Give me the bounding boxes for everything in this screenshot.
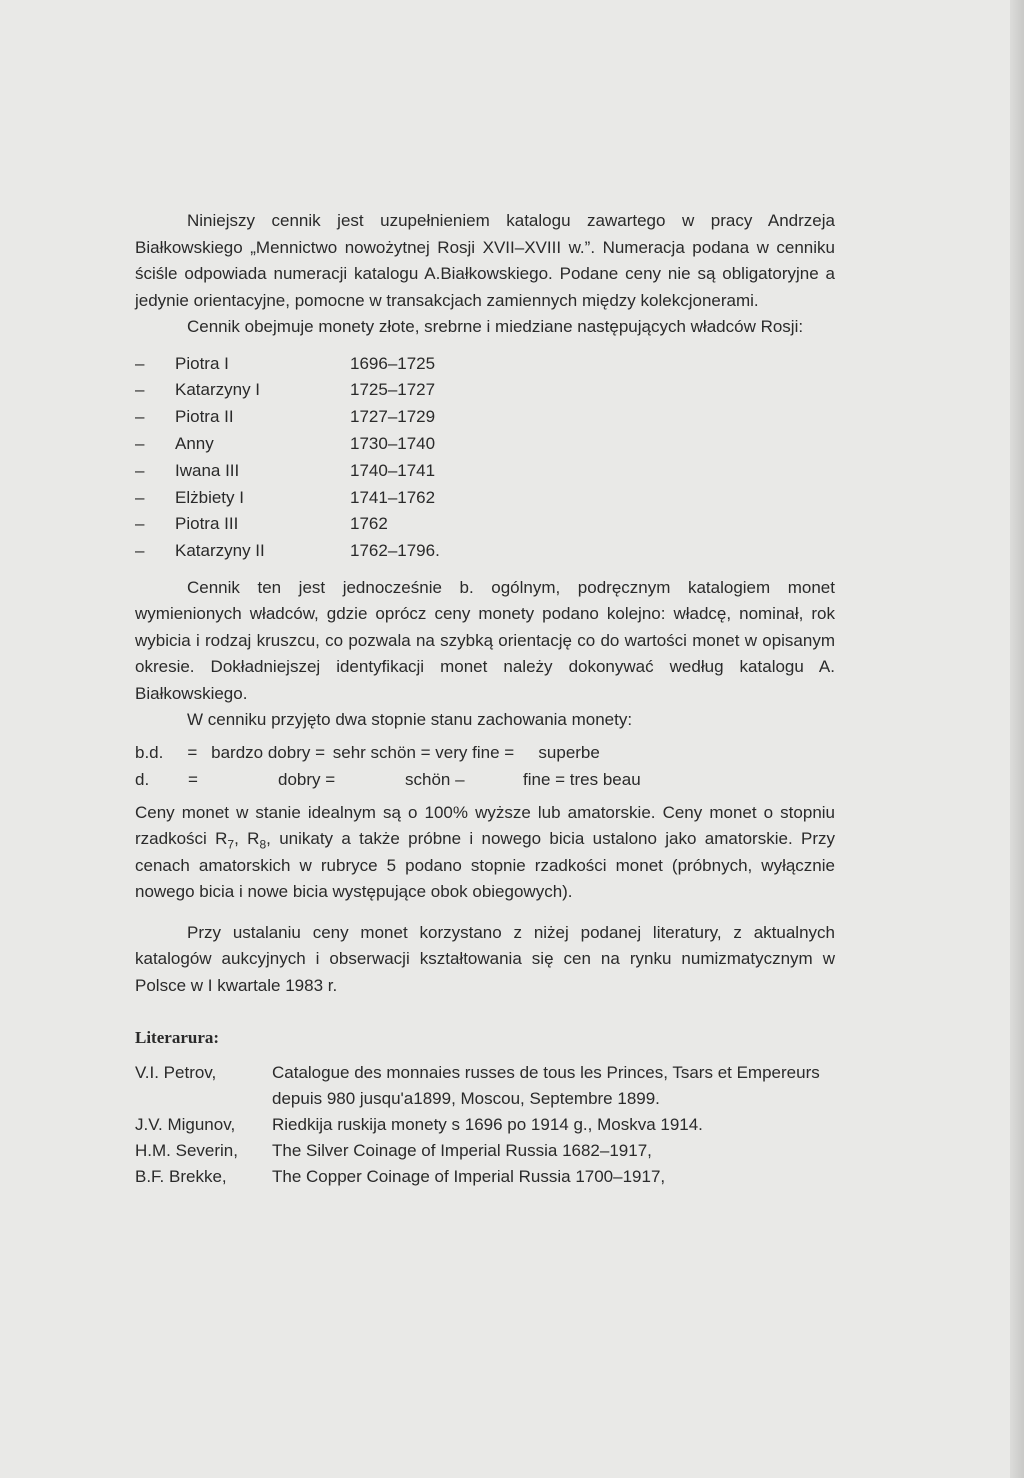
ruler-row	[135, 458, 835, 485]
ruler-name: Piotra II	[175, 407, 234, 427]
ruler-dash: –	[135, 487, 145, 507]
grade-french: superbe	[538, 743, 600, 763]
grade-row	[135, 767, 835, 794]
ruler-name: Piotra I	[175, 353, 229, 373]
grades-list	[135, 740, 835, 794]
literature-title: Catalogue des monnaies russes de tous les Princes, Tsars et Empereurs depuis 980 jusqu'a1899, Moscou, Septembre 1899.	[272, 1062, 820, 1108]
literature-author: H.M. Severin,	[135, 1140, 238, 1160]
literature-item	[135, 1138, 835, 1164]
literature-title: Riedkija ruskija monety s 1696 po 1914 g., Moskva 1914.	[272, 1114, 703, 1134]
ruler-years: 1696–1725	[350, 353, 436, 373]
ruler-row	[135, 431, 835, 458]
ruler-row	[135, 351, 835, 378]
grade-equals: =	[187, 743, 198, 763]
ruler-years: 1762–1796.	[350, 541, 440, 561]
grade-german: schön –	[405, 770, 465, 790]
grade-abbr: b.d.	[135, 743, 164, 763]
ruler-years: 1762	[350, 514, 388, 534]
rarity-text-end: , unikaty a także próbne i nowego bicia ustalono jako amatorskie. Przy cenach amatorskich w rubryce 5 podano stopnie rzadkości monet (próbnych, wyłącznie nowego bicia i nowe bicia występujące obok obiegowych).	[135, 829, 835, 902]
ruler-name: Anny	[175, 434, 214, 454]
ruler-name: Piotra III	[175, 514, 239, 534]
grade-abbr: d.	[135, 770, 150, 790]
literature-author: V.I. Petrov,	[135, 1062, 217, 1082]
catalog-description-paragraph: Cennik ten jest jednocześnie b. ogólnym, podręcznym katalogiem monet wymienionych władców, gdzie oprócz ceny monety podano kolejno: władcę, nominał, rok wybicia i rodzaj kruszcu, co pozwala na szybką orientację co do wartości monet w opisanym okresie. Dokładniejszej identyfikacji monet należy dokonywać według katalogu A. Białkowskiego.	[135, 577, 835, 703]
ruler-row	[135, 404, 835, 431]
document-body	[135, 208, 835, 1190]
grade-equals: =	[188, 770, 198, 790]
literature-heading: Literarura:	[135, 1028, 220, 1048]
ruler-row	[135, 484, 835, 511]
literature-author: J.V. Migunov,	[135, 1114, 236, 1134]
ruler-years: 1740–1741	[350, 460, 436, 480]
literature-item	[135, 1112, 835, 1138]
ruler-years: 1741–1762	[350, 487, 436, 507]
rulers-list	[135, 351, 835, 565]
rarity-paragraph: Ceny monet w stanie idealnym są o 100% wyższe lub amatorskie. Ceny monet o stopniu rzadkości $R_7$, $R_8$, unikaty a także próbne i nowego bicia ustalono jako amatorskie. Przy cenach amatorskich w rubryce 5 podano stopnie rzadkości monet (próbnych, wyłącznie nowego bicia i nowe bicia występujące obok obiegowych).	[135, 802, 835, 902]
grade-polish: bardzo dobry =	[211, 743, 326, 763]
rarity-r8: $R_8$	[247, 829, 267, 852]
ruler-dash: –	[135, 407, 145, 427]
ruler-dash: –	[135, 460, 145, 480]
ruler-dash: –	[135, 434, 145, 454]
sources-paragraph: Przy ustalaniu ceny monet korzystano z niżej podanej literatury, z aktualnych katalogów aukcyjnych i obserwacji kształtowania się cen na rynku numizmatycznym w Polsce w I kwartale 1983 r.	[135, 922, 835, 995]
literature-title: The Silver Coinage of Imperial Russia 1682–1917,	[272, 1140, 652, 1160]
grades-intro-paragraph: W cenniku przyjęto dwa stopnie stanu zachowania monety:	[187, 710, 633, 730]
ruler-years: 1730–1740	[350, 434, 436, 454]
ruler-name: Katarzyny I	[175, 380, 261, 400]
rulers-intro-paragraph: Cennik obejmuje monety złote, srebrne i miedziane następujących władców Rosji:	[187, 317, 804, 336]
grade-row	[135, 740, 835, 767]
ruler-name: Elżbiety I	[175, 487, 244, 507]
ruler-row	[135, 511, 835, 538]
ruler-dash: –	[135, 353, 145, 373]
ruler-dash: –	[135, 541, 145, 561]
literature-title: The Copper Coinage of Imperial Russia 1700–1917,	[272, 1166, 666, 1186]
grade-polish: dobry =	[278, 770, 336, 790]
ruler-dash: –	[135, 380, 145, 400]
ruler-row	[135, 538, 835, 565]
ruler-dash: –	[135, 514, 145, 534]
grade-english-french: fine = tres beau	[523, 770, 641, 790]
rarity-text-start: Ceny monet w stanie idealnym są o 100% wyższe lub amatorskie. Ceny monet o stopniu rzadkości	[135, 802, 835, 849]
ruler-years: 1725–1727	[350, 380, 436, 400]
ruler-row	[135, 377, 835, 404]
ruler-name: Iwana III	[175, 460, 240, 480]
literature-item	[135, 1164, 835, 1190]
literature-item	[135, 1060, 835, 1112]
grade-german-english: sehr schön = very fine =	[332, 743, 515, 763]
literature-author: B.F. Brekke,	[135, 1166, 227, 1186]
ruler-name: Katarzyny II	[175, 541, 265, 561]
literature-list	[135, 1060, 835, 1190]
page-edge	[1010, 0, 1024, 1478]
intro-paragraph: Niniejszy cennik jest uzupełnieniem katalogu zawartego w pracy Andrzeja Białkowskiego „Mennictwo nowożytnej Rosji XVII–XVIII w.”. Numeracja podana w cenniku ściśle odpowiada numeracji katalogu A.Białkowskiego. Podane ceny nie są obligatoryjne a jedynie orientacyjne, pomocne w transakcjach zamiennych między kolekcjonerami.	[135, 211, 835, 310]
rarity-r7: $R_7$	[215, 829, 235, 852]
ruler-years: 1727–1729	[350, 407, 436, 427]
